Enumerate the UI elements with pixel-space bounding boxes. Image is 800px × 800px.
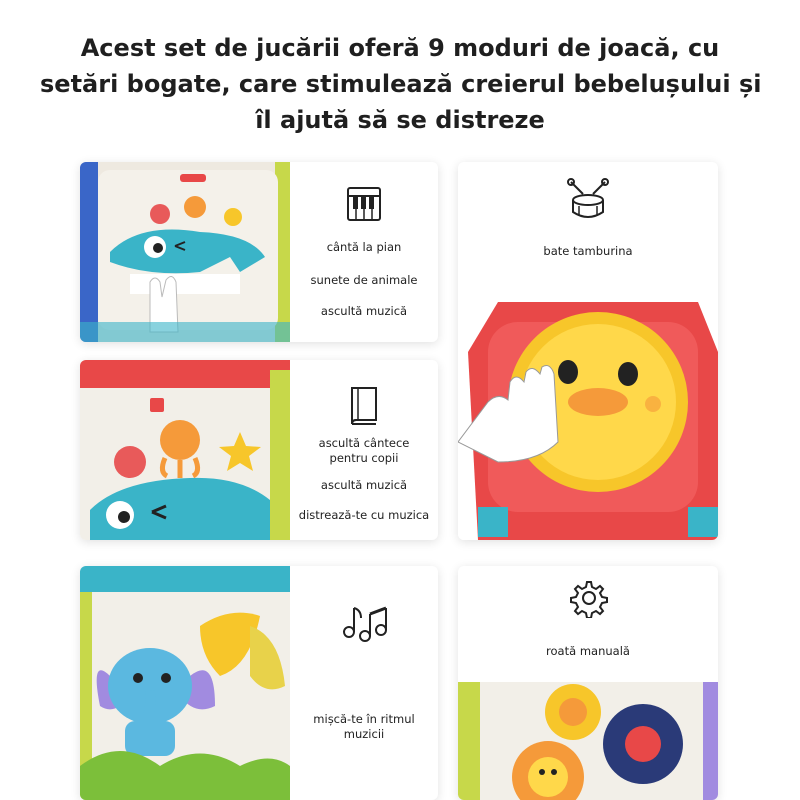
drum-icon [565,178,611,226]
card-gear-info [458,566,718,696]
label-animal-sounds: sunete de animale [310,273,418,287]
label-have-fun-music: distrează-te cu muzica [298,508,430,522]
label-kids-songs-1: ascultă cântece [318,436,410,450]
label-hand-wheel: roată manuală [546,644,630,658]
label-piano: cântă la pian [326,240,402,254]
card-book [80,360,438,540]
photo-gears [458,682,718,800]
card-piano-info [290,162,438,342]
piano-icon [344,184,384,228]
photo-elephant [80,566,290,800]
card-drum-info [458,162,718,292]
book-icon [344,384,384,432]
label-kids-songs-2: pentru copii [329,451,399,465]
label-listen-music: ascultă muzică [320,304,408,318]
card-notes [80,566,438,800]
card-piano [80,162,438,342]
headline-line-3: îl ajută să se distreze [255,106,545,134]
music-notes-icon [339,600,389,648]
photo-shark-piano [80,162,290,342]
photo-shark-closeup [80,360,290,540]
headline-line-2: setări bogate, care stimulează creierul bebelușului și [40,70,762,98]
card-notes-info [290,566,438,800]
label-beat-tambourine: bate tamburina [543,244,633,258]
headline-line-1: Acest set de jucării oferă 9 moduri de joacă, cu [80,34,720,62]
card-gear [458,566,718,800]
label-listen-music-2: ascultă muzică [320,478,408,492]
card-drum [458,162,718,540]
gear-icon [568,578,608,622]
label-move-rhythm-1: mișcă-te în ritmul [313,712,415,726]
card-book-info [290,360,438,540]
photo-duck-drum [458,292,718,540]
label-move-rhythm-2: muzicii [343,727,385,741]
headline [40,30,760,138]
